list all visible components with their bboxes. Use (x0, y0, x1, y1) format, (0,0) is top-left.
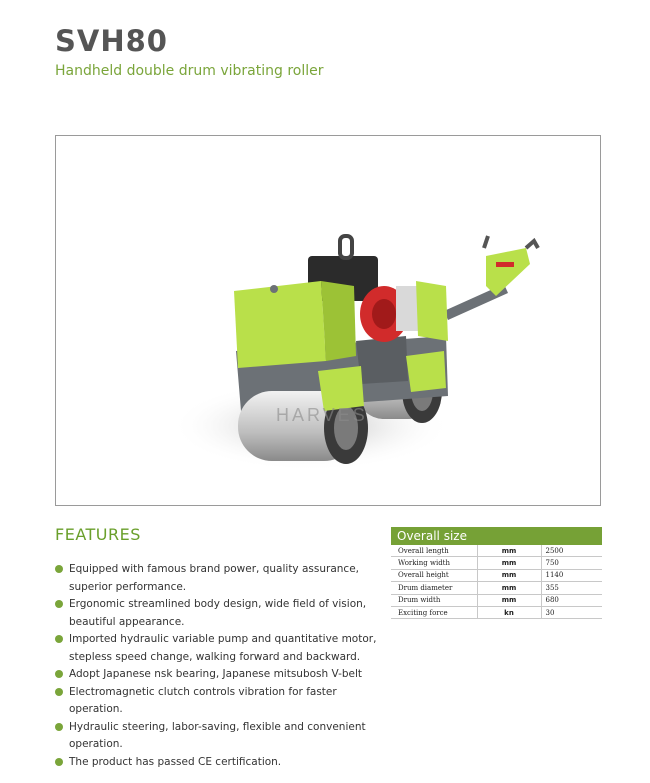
feature-item: Adopt Japanese nsk bearing, Japanese mitsubosh V-belt (55, 666, 385, 684)
spec-value: 680 (541, 594, 602, 606)
feature-item: Imported hydraulic variable pump and quantitative motor, stepless speed change, walking forward and backward. (55, 631, 385, 666)
bullet-dot-icon (55, 723, 63, 731)
bullet-dot-icon (55, 635, 63, 643)
spec-label: Exciting force (391, 606, 477, 618)
feature-item: Electromagnetic clutch controls vibration for faster operation. (55, 684, 385, 719)
spec-label: Working width (391, 557, 477, 569)
spec-label: Drum diameter (391, 582, 477, 594)
roller-illustration (56, 136, 600, 505)
spec-unit: mm (477, 557, 541, 569)
spec-unit: mm (477, 594, 541, 606)
feature-item: The product has passed CE certification. (55, 754, 385, 772)
table-row (391, 606, 602, 618)
spec-label: Overall length (391, 545, 477, 557)
spec-label: Overall height (391, 569, 477, 581)
product-subtitle: Handheld double drum vibrating roller (55, 63, 324, 79)
feature-item: Equipped with famous brand power, quality assurance, superior performance. (55, 561, 385, 596)
spec-table-panel (391, 527, 602, 619)
spec-label: Drum width (391, 594, 477, 606)
features-list (55, 561, 385, 771)
spec-heading: Overall size (391, 527, 602, 545)
product-title: SVH80 (55, 24, 168, 58)
spec-value: 355 (541, 582, 602, 594)
spec-unit: mm (477, 545, 541, 557)
table-row (391, 545, 602, 557)
bullet-dot-icon (55, 670, 63, 678)
handle (444, 236, 538, 320)
bullet-dot-icon (55, 600, 63, 608)
features-heading: FEATURES (55, 525, 141, 544)
spec-unit: mm (477, 582, 541, 594)
feature-item: Hydraulic steering, labor-saving, flexible and convenient operation. (55, 719, 385, 754)
product-photo (55, 135, 601, 506)
spec-value: 750 (541, 557, 602, 569)
bullet-dot-icon (55, 565, 63, 573)
table-row (391, 582, 602, 594)
spec-unit: kn (477, 606, 541, 618)
spec-table (391, 545, 602, 619)
spec-value: 1140 (541, 569, 602, 581)
bullet-dot-icon (55, 758, 63, 766)
watermark-text: HARVES (276, 405, 368, 425)
feature-item: Ergonomic streamlined body design, wide field of vision, beautiful appearance. (55, 596, 385, 631)
spec-value: 2500 (541, 545, 602, 557)
table-row (391, 557, 602, 569)
spec-value: 30 (541, 606, 602, 618)
spec-unit: mm (477, 569, 541, 581)
bullet-dot-icon (55, 688, 63, 696)
table-row (391, 594, 602, 606)
table-row (391, 569, 602, 581)
